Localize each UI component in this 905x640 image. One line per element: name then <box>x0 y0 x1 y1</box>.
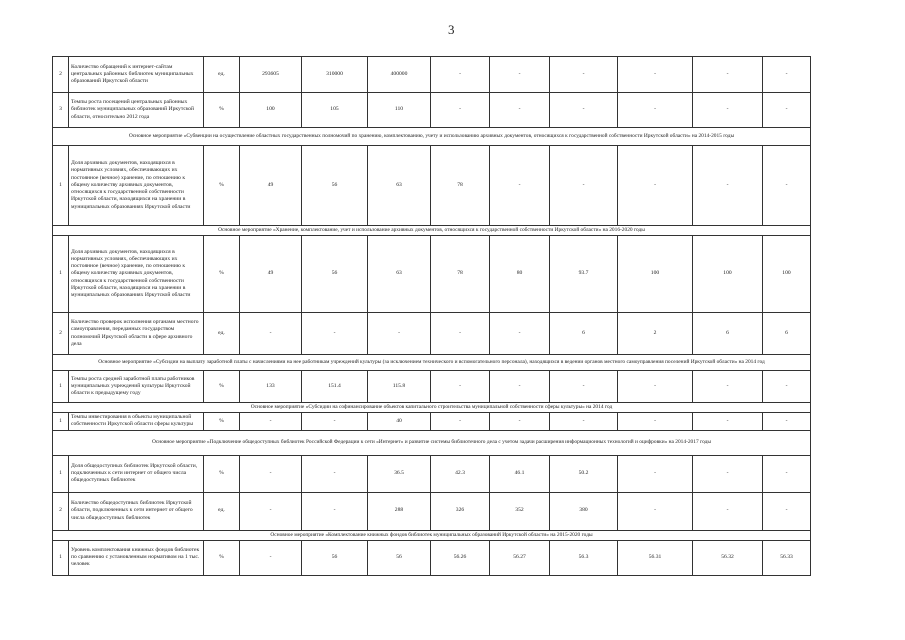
indicator-value: 56.33 <box>763 540 811 575</box>
indicator-value: 110 <box>368 93 431 128</box>
section-title: Основное мероприятие «Субсидии на выплату заработной платы с начислениями на нее работникам учреждений культуры (за исключением технического и вспомогательного персонала), находящихся в ведении органов местного самоуправления поселений Иркутской области» на 2014 год <box>53 355 811 371</box>
indicator-value: - <box>693 413 763 431</box>
section-header-row <box>53 128 811 146</box>
indicator-value: - <box>302 455 368 492</box>
indicator-value: 56.27 <box>490 540 550 575</box>
indicator-value: 6 <box>763 313 811 355</box>
indicator-value: - <box>240 540 302 575</box>
unit: % <box>204 236 240 313</box>
indicator-value: - <box>763 413 811 431</box>
indicator-value: - <box>550 146 618 226</box>
table-row <box>53 236 811 313</box>
indicator-value: - <box>490 93 550 128</box>
indicator-value: 49 <box>240 146 302 226</box>
indicator-value: 151.4 <box>302 371 368 403</box>
table-row <box>53 371 811 403</box>
indicator-value: 56 <box>368 540 431 575</box>
section-header-row <box>53 355 811 371</box>
indicator-name: Доля общедоступных библиотек Иркутской области, подключенных к сети интернет от общего числа общедоступных библиотек <box>69 455 204 492</box>
indicator-name: Количество обращений к интернет-сайтам центральных районных библиотек муниципальных образований Иркутской области <box>69 57 204 93</box>
indicator-value: - <box>618 413 693 431</box>
indicator-value: - <box>693 146 763 226</box>
unit: % <box>204 146 240 226</box>
indicator-value: - <box>431 93 490 128</box>
indicator-value: 6 <box>550 313 618 355</box>
indicator-value: 288 <box>368 492 431 530</box>
page-number: 3 <box>448 22 455 37</box>
indicator-value: - <box>618 93 693 128</box>
indicator-value: 400000 <box>368 57 431 93</box>
indicator-value: 36.5 <box>368 455 431 492</box>
indicator-value: 80 <box>490 236 550 313</box>
indicator-value: - <box>490 413 550 431</box>
indicator-value: 56 <box>302 540 368 575</box>
row-number: 1 <box>53 146 69 226</box>
row-number: 1 <box>53 540 69 575</box>
row-number: 1 <box>53 413 69 431</box>
indicator-value: 56.32 <box>693 540 763 575</box>
indicator-value: - <box>240 413 302 431</box>
indicator-value: 56.31 <box>618 540 693 575</box>
indicator-name: Темпы инвестирования в объекты муниципальной собственности Иркутской области сферы культуры <box>69 413 204 431</box>
indicator-value: - <box>490 57 550 93</box>
indicator-value: - <box>368 313 431 355</box>
section-title: Основное мероприятие «Хранение, комплектование, учет и использование архивных документов, относящихся к государственной собственности Иркутской области» на 2016-2020 годы <box>53 226 811 236</box>
indicator-value: 42.3 <box>431 455 490 492</box>
unit: % <box>204 540 240 575</box>
section-title: Основное мероприятие «Субсидии на софинансирование объектов капитального строительства муниципальной собственности сферы культуры» на 2014 год <box>53 403 811 413</box>
indicator-value: 63 <box>368 236 431 313</box>
indicator-value: - <box>763 455 811 492</box>
indicator-value: 115.8 <box>368 371 431 403</box>
table-row <box>53 57 811 93</box>
indicator-value: 2 <box>618 313 693 355</box>
indicator-value: 63 <box>368 146 431 226</box>
indicator-name: Уровень комплектования книжных фондов библиотек по сравнению с установленным нормативом на 1 тыс. человек <box>69 540 204 575</box>
indicator-name: Доля архивных документов, находящихся в нормативных условиях, обеспечивающих их постоянное (вечное) хранение, по отношению к общему количеству архивных документов, относящихся к государственной собственности Иркутской области, находящихся на хранении в муниципальных образованиях Иркутской области <box>69 236 204 313</box>
table-row <box>53 313 811 355</box>
table-row <box>53 540 811 575</box>
indicator-value: - <box>490 146 550 226</box>
indicator-name: Количество общедоступных библиотек Иркутской области, подключенных к сети интернет от общего числа общедоступных библиотек <box>69 492 204 530</box>
indicator-value: - <box>550 371 618 403</box>
indicator-name: Темпы роста средней заработной платы работников муниципальных учреждений культуры Иркутской области к предыдущему году <box>69 371 204 403</box>
indicator-value: - <box>618 57 693 93</box>
unit: ед. <box>204 492 240 530</box>
unit: % <box>204 413 240 431</box>
unit: % <box>204 455 240 492</box>
indicator-value: - <box>550 93 618 128</box>
indicator-value: - <box>550 57 618 93</box>
indicator-value: - <box>618 492 693 530</box>
row-number: 2 <box>53 57 69 93</box>
row-number: 1 <box>53 236 69 313</box>
indicator-value: 380 <box>550 492 618 530</box>
indicator-name: Темпы роста посещений центральных районных библиотек муниципальных образований Иркутской области, относительно 2012 года <box>69 93 204 128</box>
indicator-name: Количество проверок исполнения органами местного самоуправления, переданных государством полномочий Иркутской области в сфере архивного дела <box>69 313 204 355</box>
section-title: Основное мероприятие «Комплектование книжных фондов библиотек муниципальных образований Иркутской области» на 2015-2020 годы <box>53 530 811 540</box>
indicator-value: 49 <box>240 236 302 313</box>
indicator-value: - <box>431 313 490 355</box>
indicator-value: - <box>693 455 763 492</box>
table-row <box>53 146 811 226</box>
indicator-value: - <box>302 492 368 530</box>
row-number: 2 <box>53 313 69 355</box>
indicator-value: - <box>490 313 550 355</box>
indicator-value: 50.2 <box>550 455 618 492</box>
indicator-value: 100 <box>618 236 693 313</box>
indicator-value: 310000 <box>302 57 368 93</box>
indicator-value: - <box>763 371 811 403</box>
row-number: 2 <box>53 492 69 530</box>
indicator-value: - <box>693 93 763 128</box>
indicator-value: 352 <box>490 492 550 530</box>
indicator-value: - <box>240 455 302 492</box>
indicator-value: - <box>693 492 763 530</box>
section-header-row <box>53 403 811 413</box>
indicator-value: 56.26 <box>431 540 490 575</box>
indicator-value: 100 <box>693 236 763 313</box>
indicator-value: 78 <box>431 146 490 226</box>
indicator-name: Доля архивных документов, находящихся в нормативных условиях, обеспечивающих их постоянное (вечное) хранение, по отношению к общему количеству архивных документов, относящихся к государственной собственности Иркутской области, находящихся на хранении в муниципальных образованиях Иркутской области <box>69 146 204 226</box>
indicator-value: 56.3 <box>550 540 618 575</box>
indicator-value: 56 <box>302 146 368 226</box>
indicator-value: - <box>431 413 490 431</box>
row-number: 3 <box>53 93 69 128</box>
indicator-value: - <box>550 413 618 431</box>
section-title: Основное мероприятие «Субвенции на осуществление областных государственных полномочий по хранению, комплектованию, учету и использованию архивных документов, относящихся к государственной собственности Иркутской области» на 2014-2015 годы <box>53 128 811 146</box>
indicator-value: - <box>693 57 763 93</box>
table-row <box>53 492 811 530</box>
table-row <box>53 413 811 431</box>
unit: % <box>204 371 240 403</box>
section-header-row <box>53 530 811 540</box>
unit: ед. <box>204 313 240 355</box>
indicator-value: 293605 <box>240 57 302 93</box>
indicator-value: 56 <box>302 236 368 313</box>
indicator-value: - <box>618 146 693 226</box>
indicator-value: - <box>431 371 490 403</box>
indicator-value: 100 <box>240 93 302 128</box>
section-header-row <box>53 430 811 455</box>
section-header-row <box>53 226 811 236</box>
indicator-value: - <box>302 413 368 431</box>
indicator-value: - <box>431 57 490 93</box>
table-row <box>53 93 811 128</box>
indicator-value: - <box>693 371 763 403</box>
row-number: 1 <box>53 455 69 492</box>
indicator-value: - <box>618 371 693 403</box>
indicator-value: - <box>618 455 693 492</box>
indicator-value: 100 <box>763 236 811 313</box>
indicator-value: - <box>763 492 811 530</box>
indicator-value: - <box>240 492 302 530</box>
indicator-value: - <box>763 93 811 128</box>
section-title: Основное мероприятие «Подключение общедоступных библиотек Российской Федерации к сети «Интернет» и развитие системы библиотечного дела с учетом задачи расширения информационных технологий и оцифровки» на 2014-2017 годы <box>53 430 811 455</box>
indicators-table <box>52 56 811 576</box>
indicator-value: 105 <box>302 93 368 128</box>
indicator-value: - <box>763 57 811 93</box>
indicator-value: 133 <box>240 371 302 403</box>
indicator-value: - <box>490 371 550 403</box>
indicator-value: - <box>302 313 368 355</box>
indicator-value: 46.1 <box>490 455 550 492</box>
row-number: 1 <box>53 371 69 403</box>
unit: ед. <box>204 57 240 93</box>
indicator-value: - <box>240 313 302 355</box>
indicator-value: 6 <box>693 313 763 355</box>
indicator-value: - <box>763 146 811 226</box>
indicator-value: 326 <box>431 492 490 530</box>
unit: % <box>204 93 240 128</box>
indicator-value: 93.7 <box>550 236 618 313</box>
indicator-value: 78 <box>431 236 490 313</box>
indicator-value: 40 <box>368 413 431 431</box>
table-row <box>53 455 811 492</box>
